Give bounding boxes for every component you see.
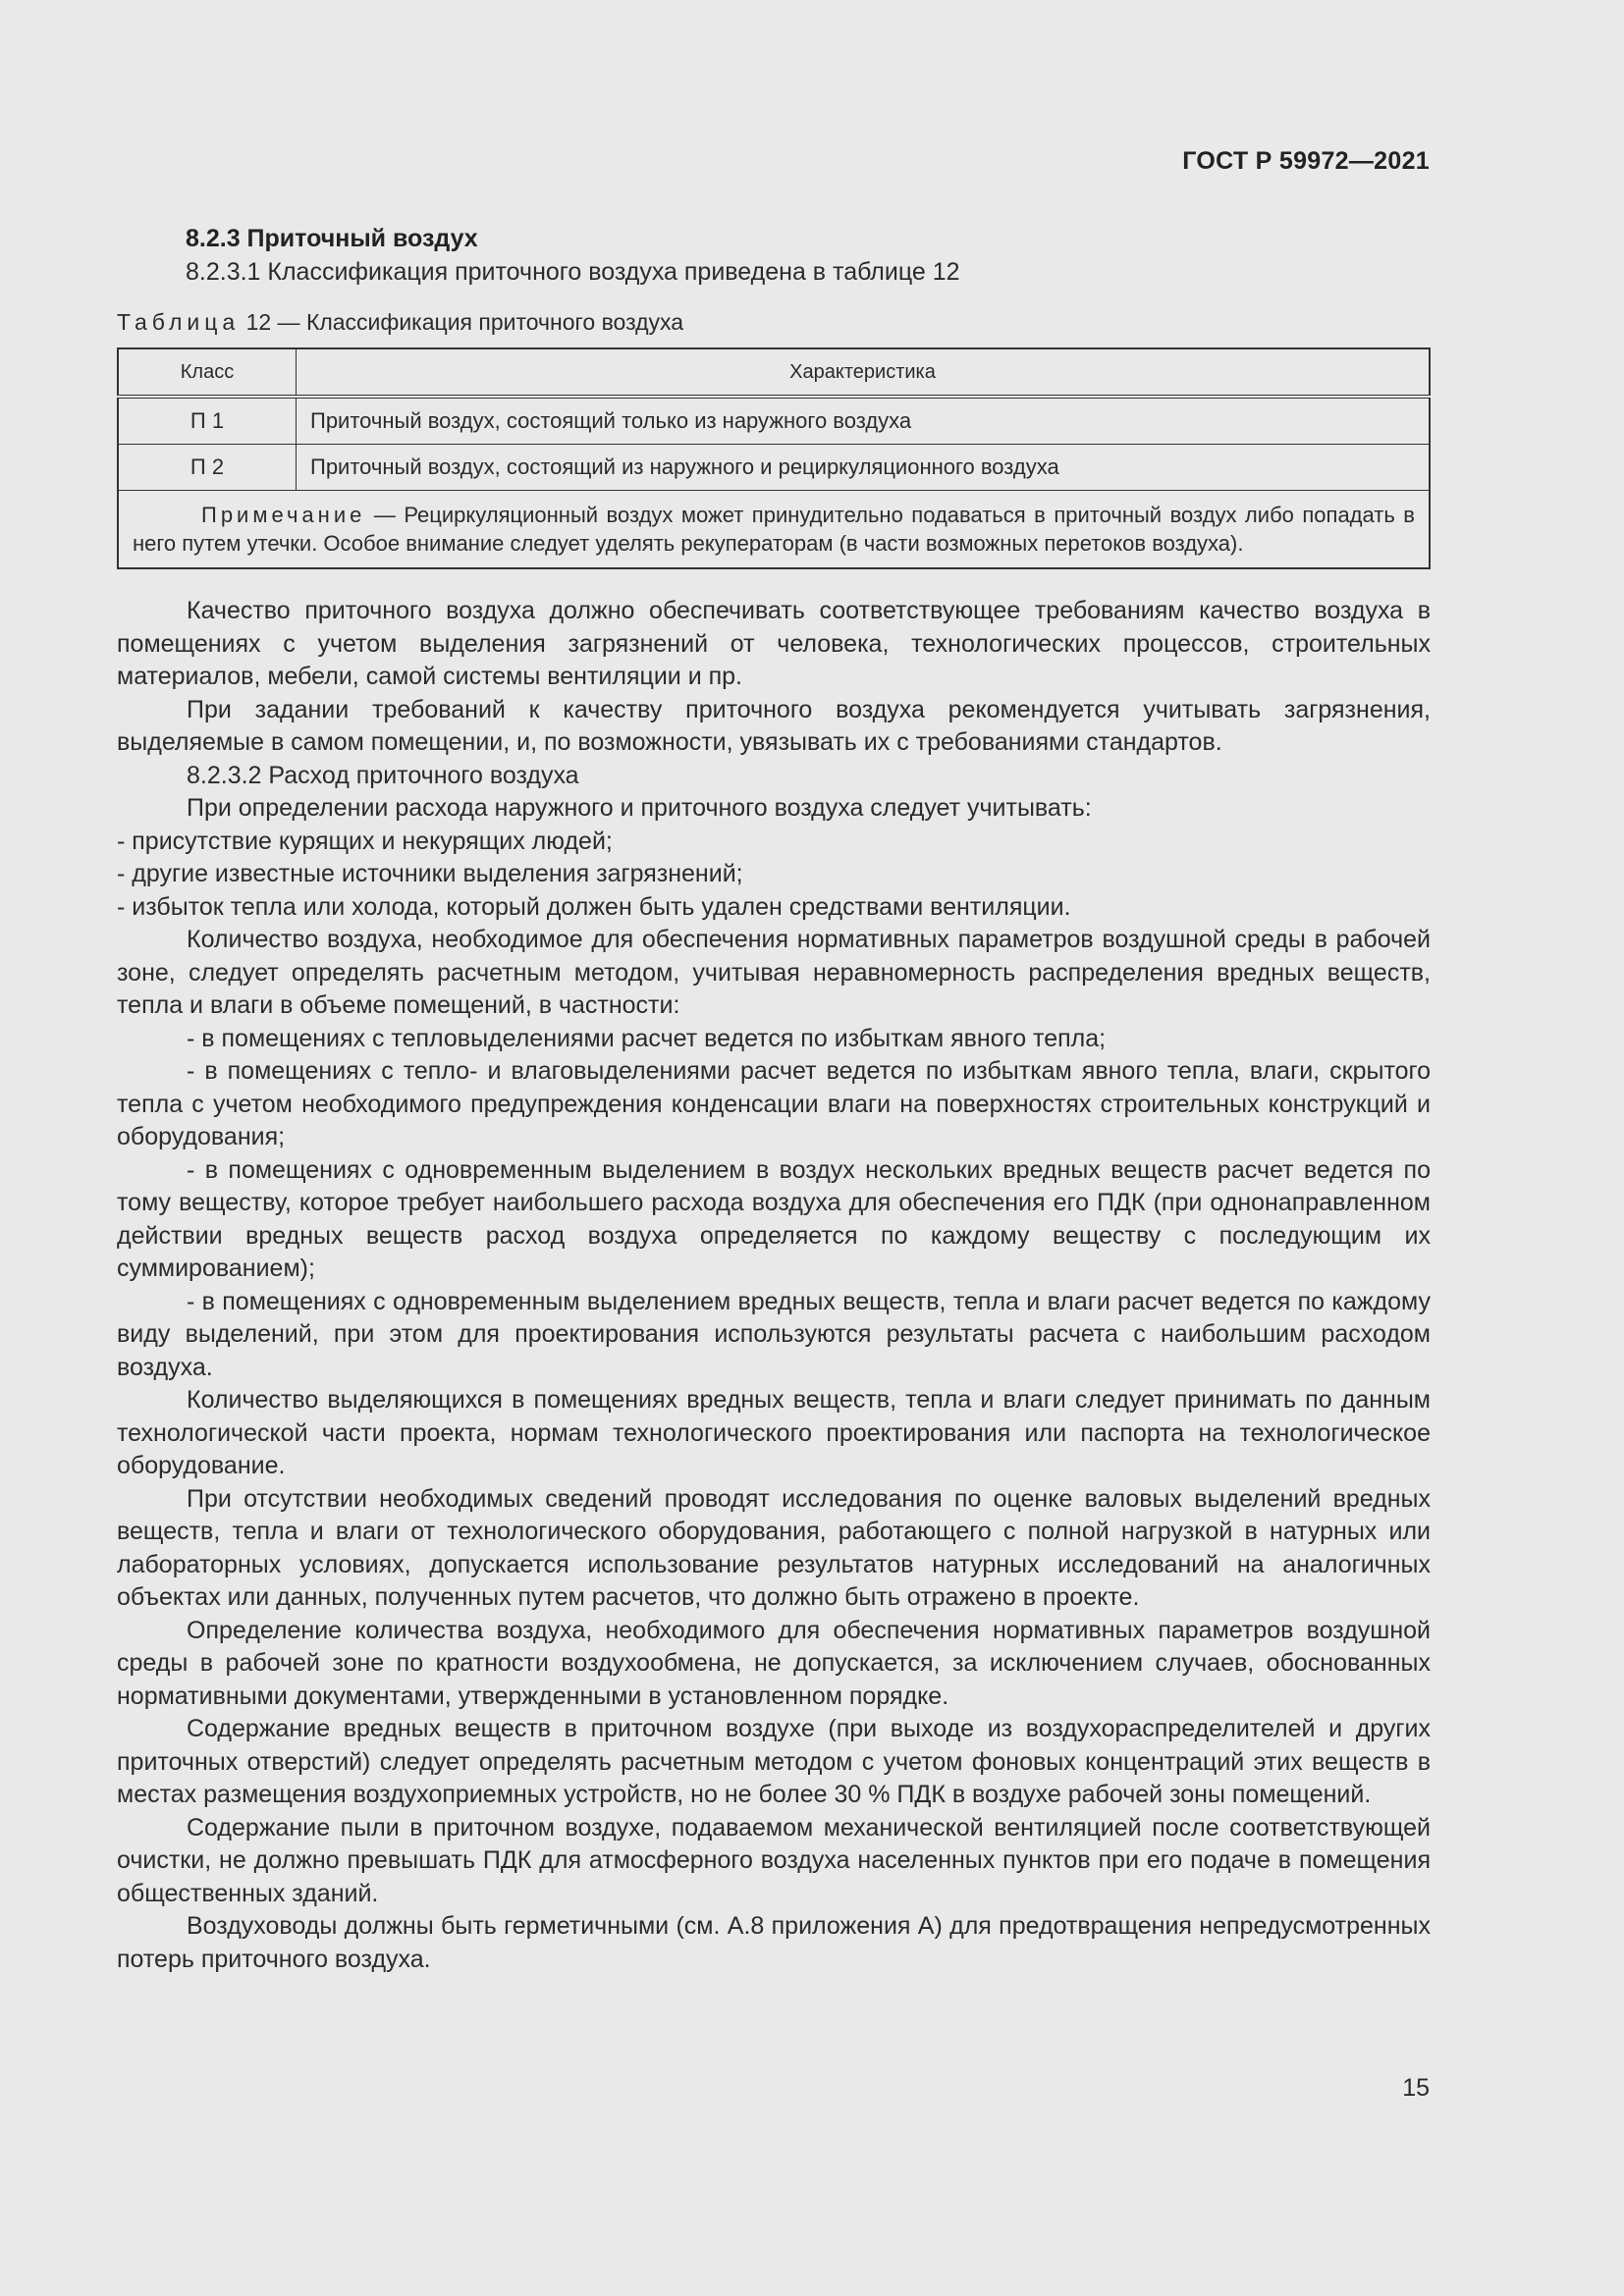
list-item: - в помещениях с одновременным выделением вредных веществ, тепла и влаги расчет ведется по каждому виду выделений, при этом для проектирования используются результаты расчета с наибольшим расходом воздуха. bbox=[117, 1287, 1431, 1381]
table-cell-description: Приточный воздух, состоящий только из наружного воздуха bbox=[297, 397, 1431, 445]
table-note-label: Примечание bbox=[201, 503, 366, 527]
section-subtitle: 8.2.3.1 Классификация приточного воздуха приведена в таблице 12 bbox=[186, 258, 960, 286]
list-item: - другие известные источники выделения загрязнений; bbox=[117, 860, 743, 887]
list-item: - в помещениях с одновременным выделением в воздух нескольких вредных веществ расчет ведется по тому веществу, которое требует наибольшего расхода воздуха для обеспечения его ПДК (при однонаправленном действии вредных веществ расход воздуха определяется по каждому веществу с последующим их суммированием); bbox=[117, 1155, 1431, 1282]
table-row bbox=[118, 445, 1430, 491]
table-row bbox=[118, 397, 1430, 445]
page-number: 15 bbox=[1402, 2074, 1430, 2102]
paragraph: Содержание вредных веществ в приточном воздухе (при выходе из воздухораспределителей и других приточных отверстий) следует определять расчетным методом с учетом фоновых концентраций этих веществ в местах размещения воздухоприемных устройств, но не более 30 % ПДК в воздухе рабочей зоны помещений. bbox=[117, 1715, 1431, 1808]
table-caption-text: 12 — Классификация приточного воздуха bbox=[240, 309, 684, 335]
list-item: - избыток тепла или холода, который должен быть удален средствами вентиляции. bbox=[117, 892, 1071, 921]
paragraph: Содержание пыли в приточном воздухе, подаваемом механической вентиляцией после соответствующей очистки, не должно превышать ПДК для атмосферного воздуха населенных пунктов при его подаче в помещения общественных зданий. bbox=[117, 1813, 1431, 1907]
table-note-text: — Рециркуляционный воздух может принудительно подаваться в приточный воздух либо попадать в него путем утечки. Особое внимание следует уделять рекуператорам (в части возможных перетоков воздуха). bbox=[133, 503, 1415, 556]
paragraph: Качество приточного воздуха должно обеспечивать соответствующее требованиям качество воздуха в помещениях с учетом выделения загрязнений от человека, технологических процессов, строительных материалов, мебели, самой системы вентиляции и пр. bbox=[117, 597, 1431, 690]
table-note bbox=[118, 491, 1430, 569]
table-cell-class: П 1 bbox=[118, 397, 297, 445]
table-caption bbox=[117, 306, 1431, 338]
table-cell-class: П 2 bbox=[118, 445, 297, 491]
list-item: - присутствие курящих и некурящих людей; bbox=[117, 827, 613, 855]
column-header-characteristic: Характеристика bbox=[297, 348, 1431, 397]
paragraph: При определении расхода наружного и приточного воздуха следует учитывать: bbox=[187, 794, 1092, 822]
table-cell-description: Приточный воздух, состоящий из наружного и рециркуляционного воздуха bbox=[297, 445, 1431, 491]
page-content bbox=[117, 222, 1431, 1976]
subsection-heading: 8.2.3.2 Расход приточного воздуха bbox=[187, 761, 579, 789]
body-text bbox=[117, 595, 1431, 1976]
classification-table bbox=[117, 347, 1431, 569]
column-header-class: Класс bbox=[118, 348, 297, 397]
table-caption-label: Таблица bbox=[117, 309, 241, 335]
paragraph: Количество выделяющихся в помещениях вредных веществ, тепла и влаги следует принимать по данным технологической части проекта, нормам технологического проектирования или паспорта на технологическое оборудование. bbox=[117, 1386, 1431, 1479]
list-item: - в помещениях с тепло- и влаговыделениями расчет ведется по избыткам явного тепла, влаги, скрытого тепла с учетом необходимого предупреждения конденсации влаги на поверхностях строительных конструкций и оборудования; bbox=[117, 1057, 1431, 1150]
paragraph: Воздуховоды должны быть герметичными (см. А.8 приложения А) для предотвращения непредусмотренных потерь приточного воздуха. bbox=[117, 1912, 1431, 1973]
paragraph: Определение количества воздуха, необходимого для обеспечения нормативных параметров воздушной среды в рабочей зоне по кратности воздухообмена, не допускается, за исключением случаев, обоснованных нормативными документами, утвержденными в установленном порядке. bbox=[117, 1616, 1431, 1710]
section-title: 8.2.3 Приточный воздух bbox=[186, 225, 478, 252]
list-item: - в помещениях с тепловыделениями расчет ведется по избыткам явного тепла; bbox=[187, 1024, 1107, 1052]
paragraph: Количество воздуха, необходимое для обеспечения нормативных параметров воздушной среды в рабочей зоне, следует определять расчетным методом, учитывая неравномерность распределения вредных веществ, тепла и влаги в объеме помещений, в частности: bbox=[117, 926, 1431, 1019]
document-header-id: ГОСТ Р 59972—2021 bbox=[1182, 147, 1430, 175]
paragraph: При задании требований к качеству приточного воздуха рекомендуется учитывать загрязнения, выделяемые в самом помещении, и, по возможности, увязывать их с требованиями стандартов. bbox=[117, 695, 1431, 756]
table-header-row bbox=[118, 348, 1430, 397]
table-note-row bbox=[118, 491, 1430, 569]
paragraph: При отсутствии необходимых сведений проводят исследования по оценке валовых выделений вредных веществ, тепла и влаги от технологического оборудования, работающего с полной нагрузкой в натурных или лабораторных условиях, допускается использование результатов натурных исследований на аналогичных объектах или данных, полученных путем расчетов, что должно быть отражено в проекте. bbox=[117, 1484, 1431, 1611]
